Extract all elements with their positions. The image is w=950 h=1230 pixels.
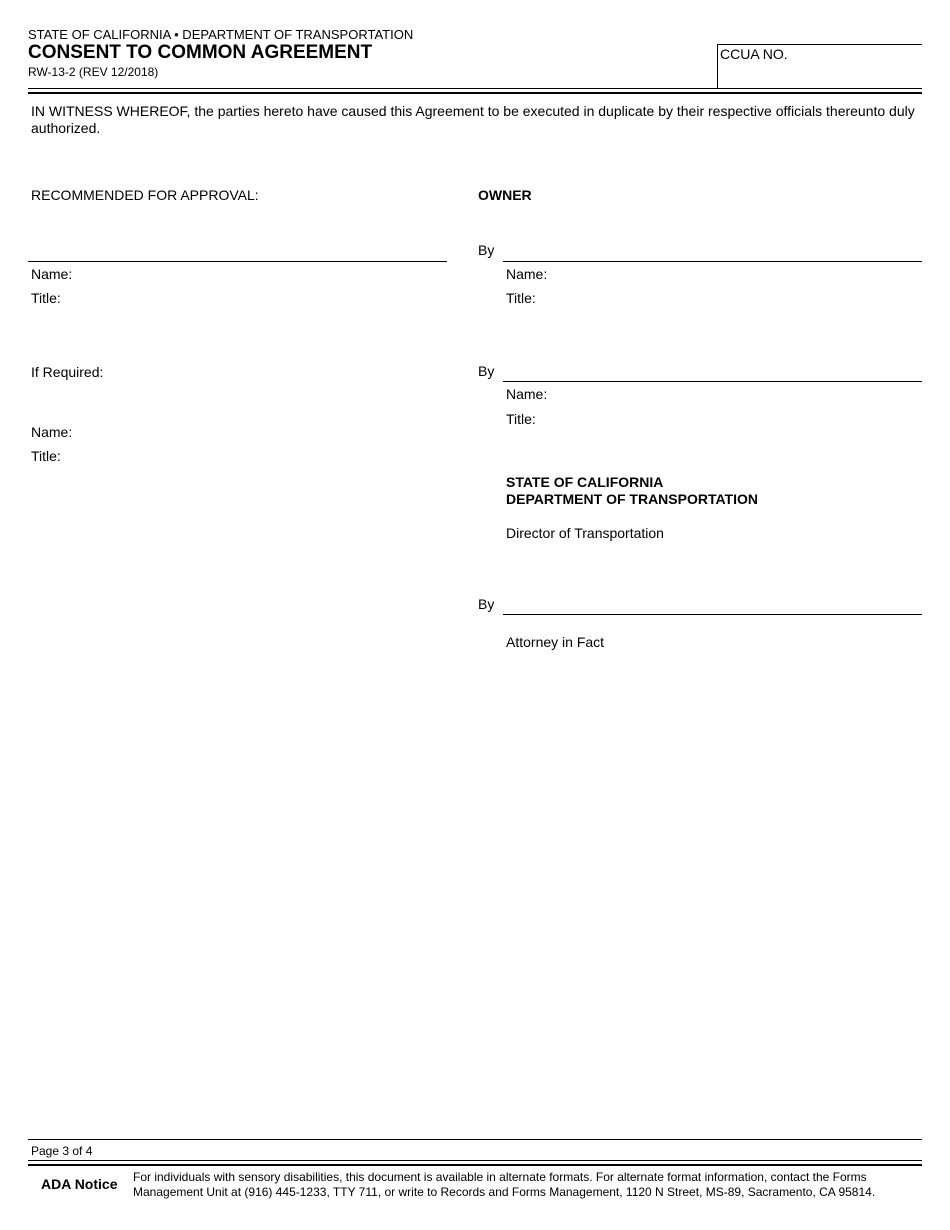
footer-rule-bottom (28, 1164, 922, 1166)
state-by-label: By (478, 596, 495, 612)
owner-heading: OWNER (478, 187, 532, 203)
ada-notice-text: For individuals with sensory disabilities, this document is available in alternate formats. For alternate format information, contact the Forms Management Unit at (916) 445-1233, TTY 711, or write to Records and Forms Management, 1120 N Street, MS-89, Sacramento, CA 95814. (133, 1170, 876, 1199)
recommended-for-approval-label: RECOMMENDED FOR APPROVAL: (31, 187, 259, 203)
recommended-name-label: Name: (31, 266, 73, 282)
state-heading-line1: STATE OF CALIFORNIA (506, 474, 664, 490)
owner-signature-line[interactable] (503, 261, 922, 262)
header-rule-bottom (28, 92, 922, 94)
if-required-label: If Required: (31, 364, 104, 380)
header-rule-top (28, 88, 922, 89)
ccua-number-input[interactable] (720, 64, 918, 84)
form-number: RW-13-2 (REV 12/2018) (28, 65, 159, 79)
director-label: Director of Transportation (506, 525, 664, 541)
owner2-signature-line[interactable] (503, 381, 922, 382)
page-number: Page 3 of 4 (31, 1144, 93, 1158)
recommended-title-label: Title: (31, 290, 61, 306)
ccua-label: CCUA NO. (720, 46, 788, 62)
form-title: CONSENT TO COMMON AGREEMENT (28, 42, 373, 63)
owner2-name-label: Name: (506, 386, 548, 402)
recommended-signature-line[interactable] (28, 261, 447, 262)
footer-rule-top (28, 1139, 922, 1140)
state-heading-line2: DEPARTMENT OF TRANSPORTATION (506, 491, 758, 507)
owner2-title-label: Title: (506, 411, 536, 427)
owner2-by-label: By (478, 363, 495, 379)
ada-notice-label: ADA Notice (41, 1176, 118, 1192)
if-required-name-label: Name: (31, 424, 73, 440)
witness-paragraph: IN WITNESS WHEREOF, the parties hereto have caused this Agreement to be executed in duplicate by their respective officials thereunto duly authorized. (31, 103, 915, 136)
if-required-title-label: Title: (31, 448, 61, 464)
ccua-box-top (717, 44, 922, 45)
owner-title-label: Title: (506, 290, 536, 306)
footer-rule-mid (28, 1160, 922, 1161)
state-signature-line[interactable] (503, 614, 922, 615)
agency-line: STATE OF CALIFORNIA • DEPARTMENT OF TRANSPORTATION (28, 27, 414, 42)
owner-name-label: Name: (506, 266, 548, 282)
ccua-box-left (717, 44, 718, 88)
owner-by-label: By (478, 242, 495, 258)
attorney-in-fact-label: Attorney in Fact (506, 634, 605, 650)
